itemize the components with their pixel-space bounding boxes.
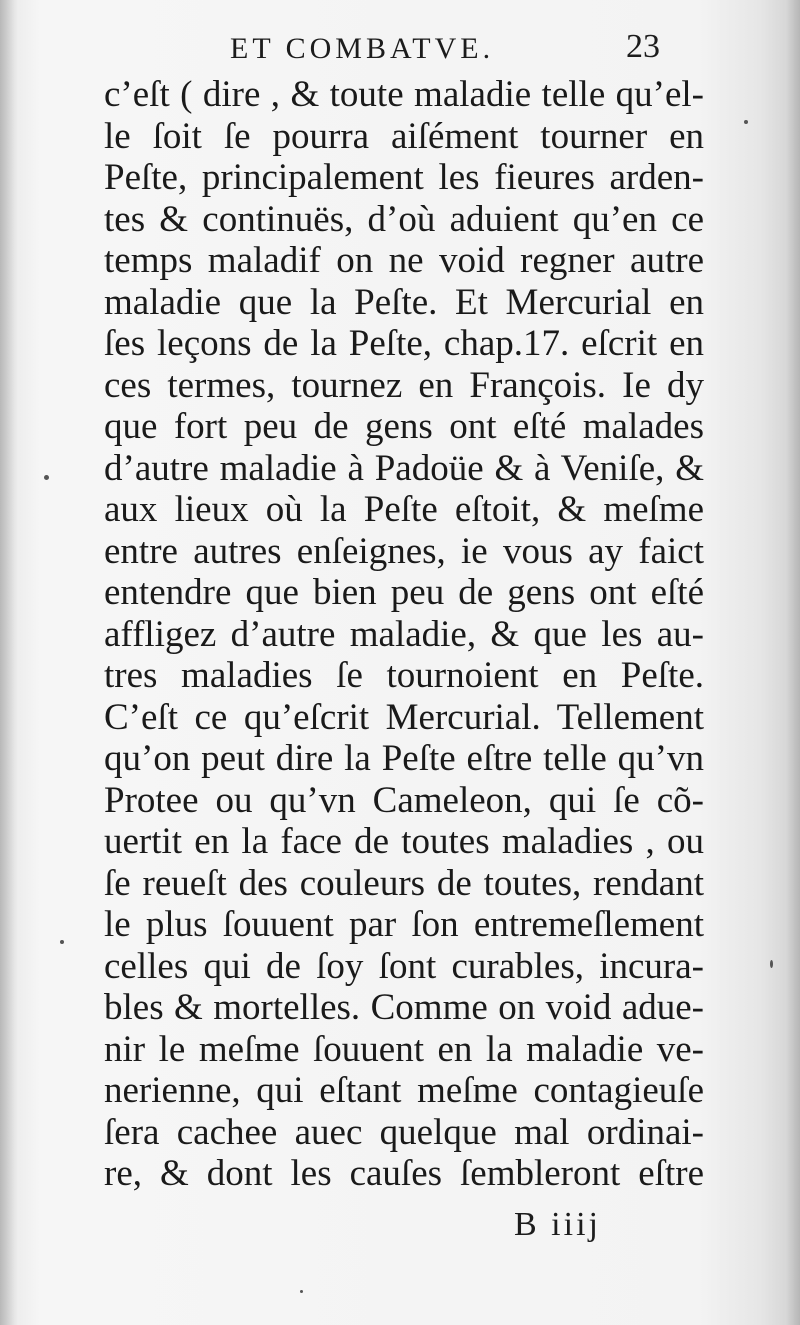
text-line: bles & mortelles. Comme on void adue-	[104, 987, 704, 1028]
text-line: c’eſt ( dire , & toute maladie telle qu’el-	[104, 74, 704, 115]
text-line: que fort peu de gens ont eſté malades	[104, 406, 704, 447]
text-line: le ſoit ſe pourra aiſément tourner en	[104, 115, 704, 157]
page-edge-shadow	[786, 0, 800, 1325]
body-text	[104, 74, 704, 1195]
ink-speck	[60, 940, 64, 944]
text-line: nir le meſme ſouuent en la maladie ve-	[104, 1028, 704, 1070]
text-line: re, & dont les cauſes ſembleront eſtre	[104, 1153, 704, 1194]
page-number: 23	[626, 28, 660, 65]
text-line: temps maladif on ne void regner autre	[104, 240, 704, 281]
text-line: Protee ou qu’vn Cameleon, qui ſe cõ-	[104, 779, 704, 821]
text-line: tres maladies ſe tournoient en Peſte.	[104, 655, 704, 696]
text-line: maladie que la Peſte. Et Mercurial en	[104, 281, 704, 323]
ink-speck	[770, 960, 773, 968]
text-line: ces termes, tournez en François. Ie dy	[104, 364, 704, 406]
text-line: C’eſt ce qu’eſcrit Mercurial. Tellement	[104, 696, 704, 738]
ink-speck	[744, 120, 748, 124]
text-line: entre autres enſeignes, ie vous ay faict	[104, 530, 704, 572]
text-line: ſe reueſt des couleurs de toutes, rendant	[104, 862, 704, 904]
text-line: aux lieux où la Peſte eſtoit, & meſme	[104, 489, 704, 530]
text-line: uertit en la face de toutes maladies , ou	[104, 821, 704, 862]
text-line: tes & continuës, d’où aduient qu’en ce	[104, 198, 704, 240]
signature-mark: B iiij	[514, 1206, 601, 1243]
running-title: ET COMBATVE.	[230, 32, 495, 65]
ink-speck	[300, 1290, 303, 1293]
text-line: nerienne, qui eſtant meſme contagieuſe	[104, 1070, 704, 1111]
text-line: celles qui de ſoy ſont curables, incura-	[104, 945, 704, 987]
text-line: ſes leçons de la Peſte, chap.17. eſcrit en	[104, 323, 704, 364]
text-line: le plus ſouuent par ſon entremeſlement	[104, 904, 704, 945]
text-line: qu’on peut dire la Peſte eſtre telle qu’vn	[104, 738, 704, 779]
text-line: d’autre maladie à Padoüe & à Veniſe, &	[104, 447, 704, 489]
text-line: entendre que bien peu de gens ont eſté	[104, 572, 704, 613]
page-gutter-shadow	[0, 0, 18, 1325]
ink-speck	[44, 475, 49, 480]
text-line: Peſte, principalement les fieures arden-	[104, 157, 704, 198]
text-line: ſera cachee auec quelque mal ordinai-	[104, 1111, 704, 1153]
text-line: affligez d’autre maladie, & que les au-	[104, 613, 704, 655]
